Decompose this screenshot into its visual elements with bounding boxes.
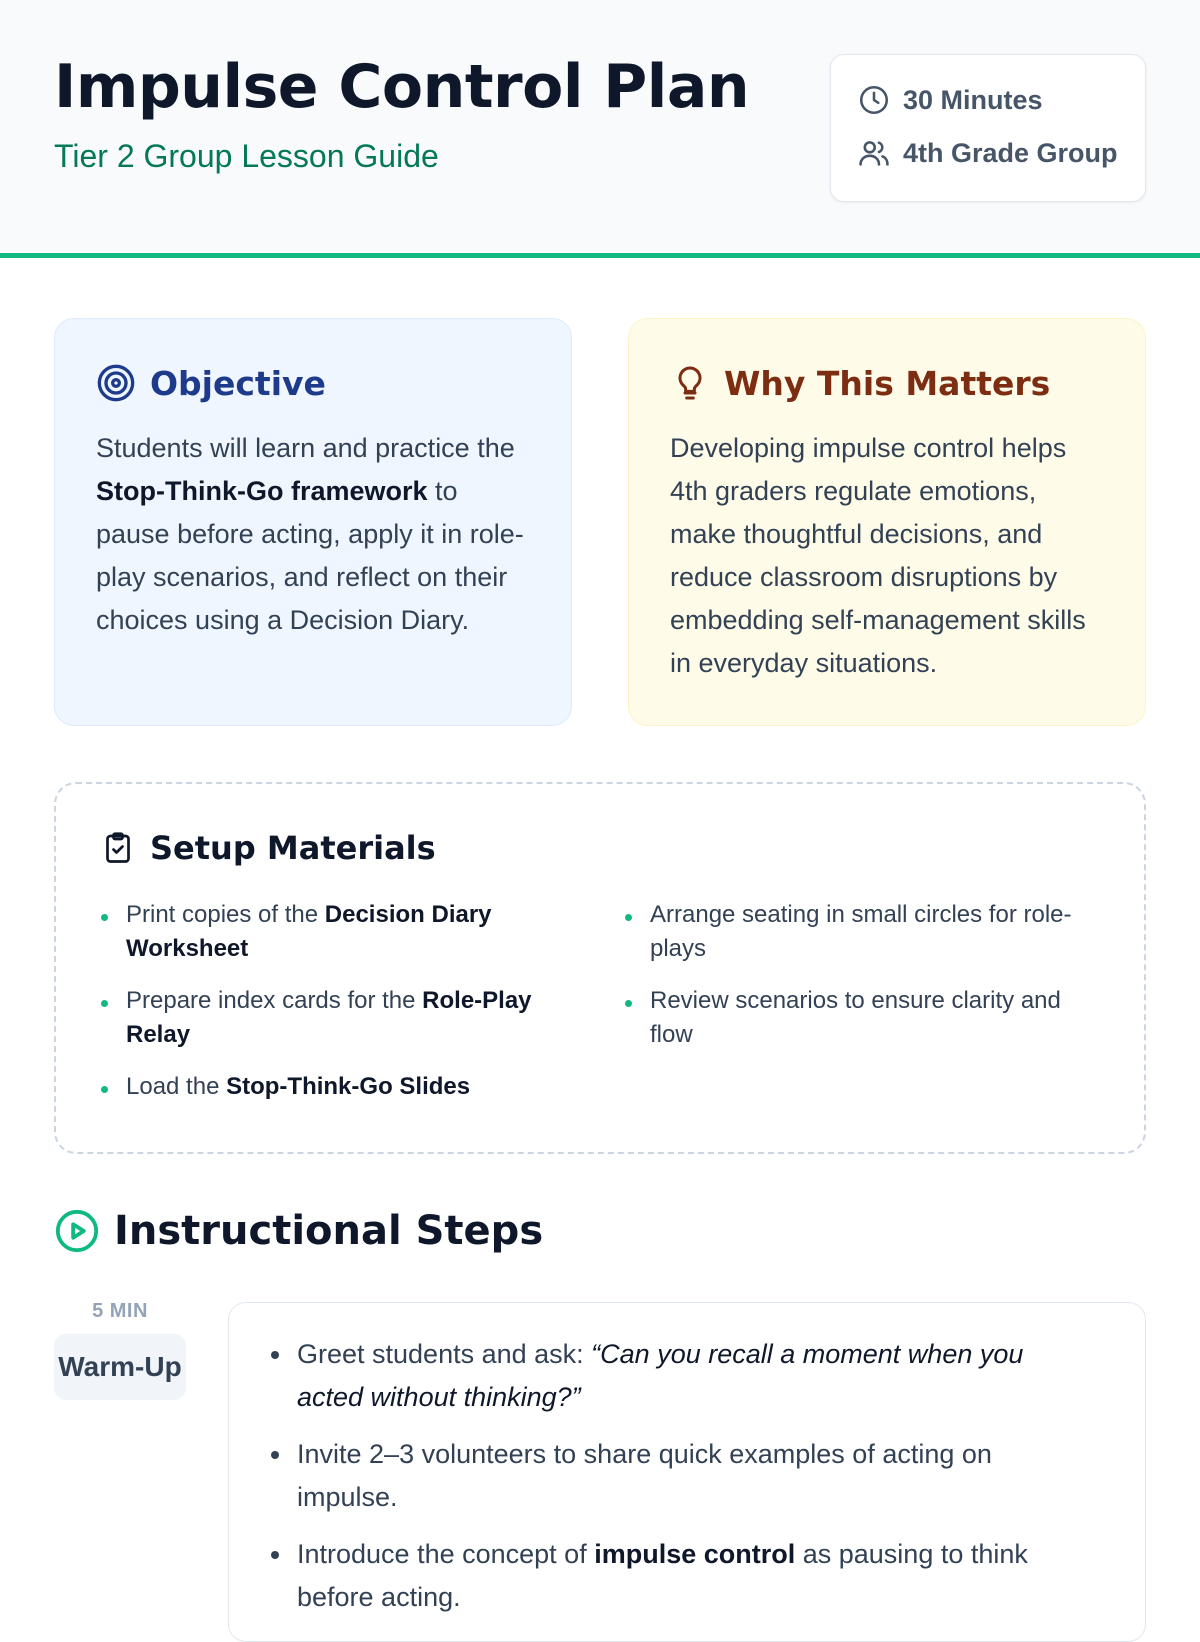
duration-row <box>857 83 1043 117</box>
objective-title: Objective <box>150 363 326 403</box>
lightbulb-icon <box>670 363 710 403</box>
play-circle-icon <box>54 1208 100 1254</box>
bullet-dot <box>625 1000 632 1007</box>
list-item: Greet students and ask: “Can you recall a moment when you acted without thinking?” <box>297 1333 1087 1419</box>
step-label-warmup: Warm-Up <box>54 1334 186 1400</box>
why-text: Developing impulse control helps 4th graders regulate emotions, make thoughtful decisions, and reduce classroom disruptions by embedding self-management skills in everyday situations. <box>670 433 1086 678</box>
setup-materials <box>54 782 1146 1154</box>
step-duration: 5 MIN <box>92 1300 148 1322</box>
bullet-dot <box>101 1086 108 1093</box>
materials-title: Setup Materials <box>150 829 436 867</box>
page-subtitle: Tier 2 Group Lesson Guide <box>54 138 439 174</box>
warmup-list <box>297 1333 1087 1633</box>
objective-text: Students will learn and practice the Stop-Think-Go framework to pause before acting, apply it in role-play scenarios, and reflect on their choices using a Decision Diary. <box>96 433 524 635</box>
material-item: Review scenarios to ensure clarity and flow <box>650 984 1090 1052</box>
objective-card <box>54 318 572 726</box>
bullet-dot <box>271 1351 279 1359</box>
material-item: Print copies of the Decision Diary Worksheet <box>126 898 546 966</box>
material-item: Prepare index cards for the Role-Play Relay <box>126 984 556 1052</box>
why-title: Why This Matters <box>724 363 1051 403</box>
bullet-dot <box>625 914 632 921</box>
steps-title: Instructional Steps <box>114 1208 544 1254</box>
material-item: Arrange seating in small circles for role-plays <box>650 898 1090 966</box>
steps-heading <box>54 1208 543 1254</box>
group-text: 4th Grade Group <box>903 137 1118 168</box>
lesson-meta-card <box>830 54 1146 202</box>
page-header <box>0 0 1200 258</box>
clipboard-check-icon <box>100 828 136 868</box>
material-item: Load the Stop-Think-Go Slides <box>126 1070 566 1104</box>
page-title: Impulse Control Plan <box>54 52 750 122</box>
warmup-step-card <box>228 1302 1146 1642</box>
users-icon <box>857 136 891 170</box>
bullet-dot <box>271 1551 279 1559</box>
bullet-dot <box>271 1451 279 1459</box>
list-item: Introduce the concept of impulse control as pausing to think before acting. <box>297 1533 1087 1619</box>
clock-icon <box>857 83 891 117</box>
group-row <box>857 136 1118 170</box>
list-item: Invite 2–3 volunteers to share quick examples of acting on impulse. <box>297 1433 1087 1519</box>
bullet-dot <box>101 914 108 921</box>
bullet-dot <box>101 1000 108 1007</box>
target-icon <box>96 363 136 403</box>
framework-name: Stop-Think-Go framework <box>96 476 428 506</box>
why-card <box>628 318 1146 726</box>
duration-text: 30 Minutes <box>903 84 1043 115</box>
